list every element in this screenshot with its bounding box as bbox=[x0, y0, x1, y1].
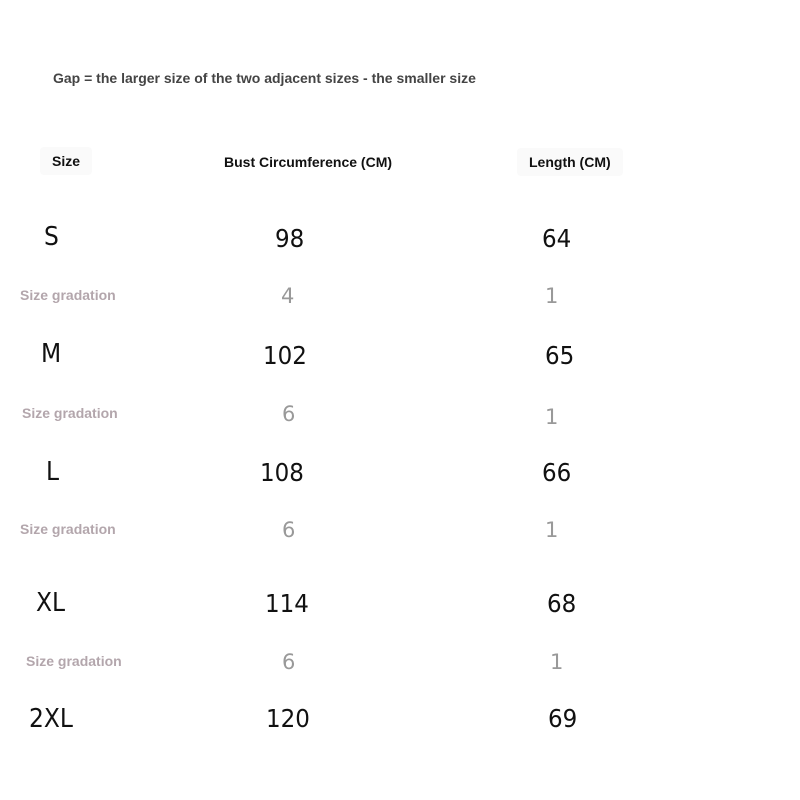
size-label: XL bbox=[36, 588, 66, 618]
bust-value: 120 bbox=[266, 704, 310, 733]
bust-gradation-value: 6 bbox=[282, 650, 296, 674]
bust-value: 108 bbox=[260, 458, 304, 487]
size-gradation-label: Size gradation bbox=[20, 521, 116, 537]
size-gradation-label: Size gradation bbox=[20, 287, 116, 303]
length-gradation-value: 1 bbox=[545, 405, 559, 429]
bust-value: 114 bbox=[265, 589, 309, 618]
length-value: 66 bbox=[542, 458, 572, 487]
length-value: 68 bbox=[547, 589, 577, 618]
size-label: M bbox=[41, 339, 62, 369]
bust-value: 102 bbox=[263, 341, 307, 370]
length-value: 69 bbox=[548, 704, 578, 733]
size-label: 2XL bbox=[29, 704, 73, 734]
gap-note: Gap = the larger size of the two adjacent sizes - the smaller size bbox=[53, 70, 476, 86]
length-gradation-value: 1 bbox=[550, 650, 564, 674]
bust-gradation-value: 4 bbox=[281, 284, 295, 308]
header-bust: Bust Circumference (CM) bbox=[224, 154, 393, 170]
length-gradation-value: 1 bbox=[545, 518, 559, 542]
bust-value: 98 bbox=[275, 224, 305, 253]
bust-gradation-value: 6 bbox=[282, 518, 296, 542]
length-gradation-value: 1 bbox=[545, 284, 559, 308]
size-gradation-label: Size gradation bbox=[26, 653, 122, 669]
header-size: Size bbox=[40, 147, 92, 175]
size-gradation-label: Size gradation bbox=[22, 405, 118, 421]
header-length: Length (CM) bbox=[517, 148, 623, 176]
length-value: 64 bbox=[542, 224, 572, 253]
bust-gradation-value: 6 bbox=[282, 402, 296, 426]
size-label: S bbox=[44, 222, 59, 252]
size-label: L bbox=[46, 457, 60, 487]
length-value: 65 bbox=[545, 341, 575, 370]
